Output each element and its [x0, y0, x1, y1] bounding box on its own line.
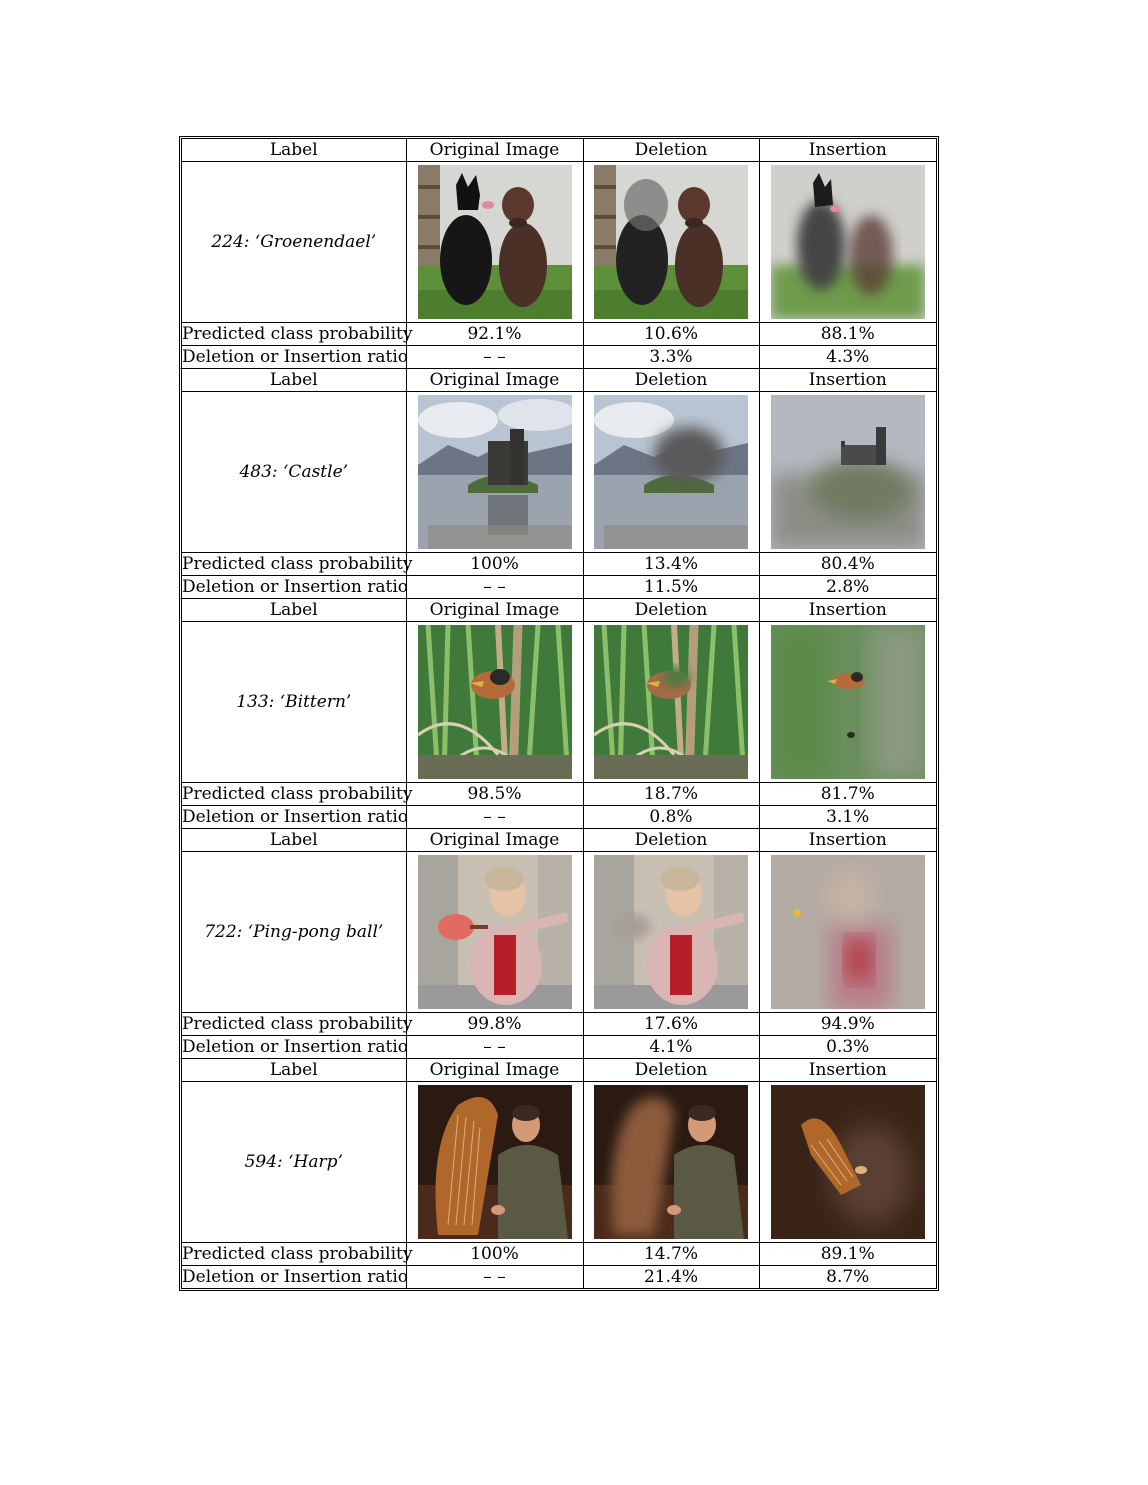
prob-insertion: 89.1%: [759, 1243, 936, 1266]
probability-row: [182, 323, 936, 346]
header-insertion: Insertion: [759, 599, 936, 622]
original-image-cell: [406, 392, 583, 553]
header-insertion: Insertion: [759, 829, 936, 852]
ratio-insertion: 4.3%: [759, 346, 936, 369]
header-original: Original Image: [406, 369, 583, 392]
deletion-image-cell: [583, 622, 759, 783]
image-row: [182, 1082, 936, 1243]
ratio-row: [182, 806, 936, 829]
probability-row-label: Predicted class probability: [182, 1014, 413, 1034]
ratio-deletion: 21.4%: [583, 1266, 759, 1289]
ratio-row-label: Deletion or Insertion ratio: [182, 1037, 409, 1057]
pingpong-insertion-image: [771, 855, 925, 1009]
header-insertion: Insertion: [759, 139, 936, 162]
ratio-original: – –: [406, 1036, 583, 1059]
dogs-deletion-image: [594, 165, 748, 319]
probability-row-label: Predicted class probability: [182, 324, 413, 344]
original-image-cell: [406, 1082, 583, 1243]
class-label: 483: ‘Castle’: [182, 392, 406, 553]
header-deletion: Deletion: [583, 599, 759, 622]
ratio-insertion: 0.3%: [759, 1036, 936, 1059]
pingpong-deletion-image: [594, 855, 748, 1009]
probability-row-label: Predicted class probability: [182, 1244, 413, 1264]
probability-row: [182, 1013, 936, 1036]
probability-row: [182, 553, 936, 576]
header-deletion: Deletion: [583, 139, 759, 162]
image-row: [182, 392, 936, 553]
probability-row: [182, 783, 936, 806]
dogs-insertion-image: [771, 165, 925, 319]
deletion-image-cell: [583, 852, 759, 1013]
class-label: 224: ‘Groenendael’: [182, 162, 406, 323]
insertion-image-cell: [759, 1082, 936, 1243]
prob-insertion: 94.9%: [759, 1013, 936, 1036]
header-label: Label: [269, 1060, 318, 1080]
header-deletion: Deletion: [583, 829, 759, 852]
deletion-image-cell: [583, 392, 759, 553]
probability-row: [182, 1243, 936, 1266]
probability-row-label: Predicted class probability: [182, 784, 413, 804]
harp-original-image: [418, 1085, 572, 1239]
ratio-row-label: Deletion or Insertion ratio: [182, 807, 409, 827]
header-row: [182, 1059, 936, 1082]
table-block: [179, 136, 939, 368]
pingpong-original-image: [418, 855, 572, 1009]
original-image-cell: [406, 622, 583, 783]
table-block: [179, 598, 939, 828]
ratio-original: – –: [406, 346, 583, 369]
bittern-original-image: [418, 625, 572, 779]
ratio-row: [182, 576, 936, 599]
header-label: Label: [269, 600, 318, 620]
bittern-deletion-image: [594, 625, 748, 779]
deletion-image-cell: [583, 162, 759, 323]
insertion-image-cell: [759, 162, 936, 323]
prob-original: 99.8%: [406, 1013, 583, 1036]
ratio-insertion: 3.1%: [759, 806, 936, 829]
prob-deletion: 18.7%: [583, 783, 759, 806]
insertion-image-cell: [759, 852, 936, 1013]
table-block: [179, 828, 939, 1058]
header-deletion: Deletion: [583, 1059, 759, 1082]
ratio-row: [182, 1266, 936, 1289]
probability-row-label: Predicted class probability: [182, 554, 413, 574]
ratio-deletion: 4.1%: [583, 1036, 759, 1059]
header-original: Original Image: [406, 139, 583, 162]
table-block: [179, 368, 939, 598]
ratio-insertion: 2.8%: [759, 576, 936, 599]
ratio-deletion: 0.8%: [583, 806, 759, 829]
harp-deletion-image: [594, 1085, 748, 1239]
prob-insertion: 88.1%: [759, 323, 936, 346]
ratio-row: [182, 346, 936, 369]
ratio-deletion: 3.3%: [583, 346, 759, 369]
results-table: [179, 136, 939, 1291]
ratio-original: – –: [406, 576, 583, 599]
prob-deletion: 13.4%: [583, 553, 759, 576]
prob-original: 92.1%: [406, 323, 583, 346]
castle-original-image: [418, 395, 572, 549]
bittern-insertion-image: [771, 625, 925, 779]
ratio-original: – –: [406, 1266, 583, 1289]
class-label: 133: ‘Bittern’: [182, 622, 406, 783]
castle-deletion-image: [594, 395, 748, 549]
prob-deletion: 10.6%: [583, 323, 759, 346]
header-row: [182, 139, 936, 162]
ratio-row: [182, 1036, 936, 1059]
header-row: [182, 599, 936, 622]
ratio-insertion: 8.7%: [759, 1266, 936, 1289]
insertion-image-cell: [759, 392, 936, 553]
ratio-row-label: Deletion or Insertion ratio: [182, 347, 409, 367]
header-insertion: Insertion: [759, 1059, 936, 1082]
class-label: 722: ‘Ping-pong ball’: [182, 852, 406, 1013]
original-image-cell: [406, 852, 583, 1013]
castle-insertion-image: [771, 395, 925, 549]
header-label: Label: [269, 140, 318, 160]
header-insertion: Insertion: [759, 369, 936, 392]
header-row: [182, 829, 936, 852]
ratio-row-label: Deletion or Insertion ratio: [182, 1267, 409, 1287]
ratio-original: – –: [406, 806, 583, 829]
image-row: [182, 622, 936, 783]
dogs-original-image: [418, 165, 572, 319]
insertion-image-cell: [759, 622, 936, 783]
prob-insertion: 81.7%: [759, 783, 936, 806]
header-deletion: Deletion: [583, 369, 759, 392]
prob-original: 100%: [406, 1243, 583, 1266]
header-label: Label: [269, 830, 318, 850]
ratio-row-label: Deletion or Insertion ratio: [182, 577, 409, 597]
original-image-cell: [406, 162, 583, 323]
prob-original: 100%: [406, 553, 583, 576]
table-block: [179, 1058, 939, 1291]
image-row: [182, 162, 936, 323]
deletion-image-cell: [583, 1082, 759, 1243]
prob-deletion: 17.6%: [583, 1013, 759, 1036]
prob-insertion: 80.4%: [759, 553, 936, 576]
ratio-deletion: 11.5%: [583, 576, 759, 599]
class-label: 594: ‘Harp’: [182, 1082, 406, 1243]
prob-deletion: 14.7%: [583, 1243, 759, 1266]
prob-original: 98.5%: [406, 783, 583, 806]
image-row: [182, 852, 936, 1013]
header-label: Label: [269, 370, 318, 390]
harp-insertion-image: [771, 1085, 925, 1239]
header-row: [182, 369, 936, 392]
header-original: Original Image: [406, 829, 583, 852]
header-original: Original Image: [406, 1059, 583, 1082]
header-original: Original Image: [406, 599, 583, 622]
